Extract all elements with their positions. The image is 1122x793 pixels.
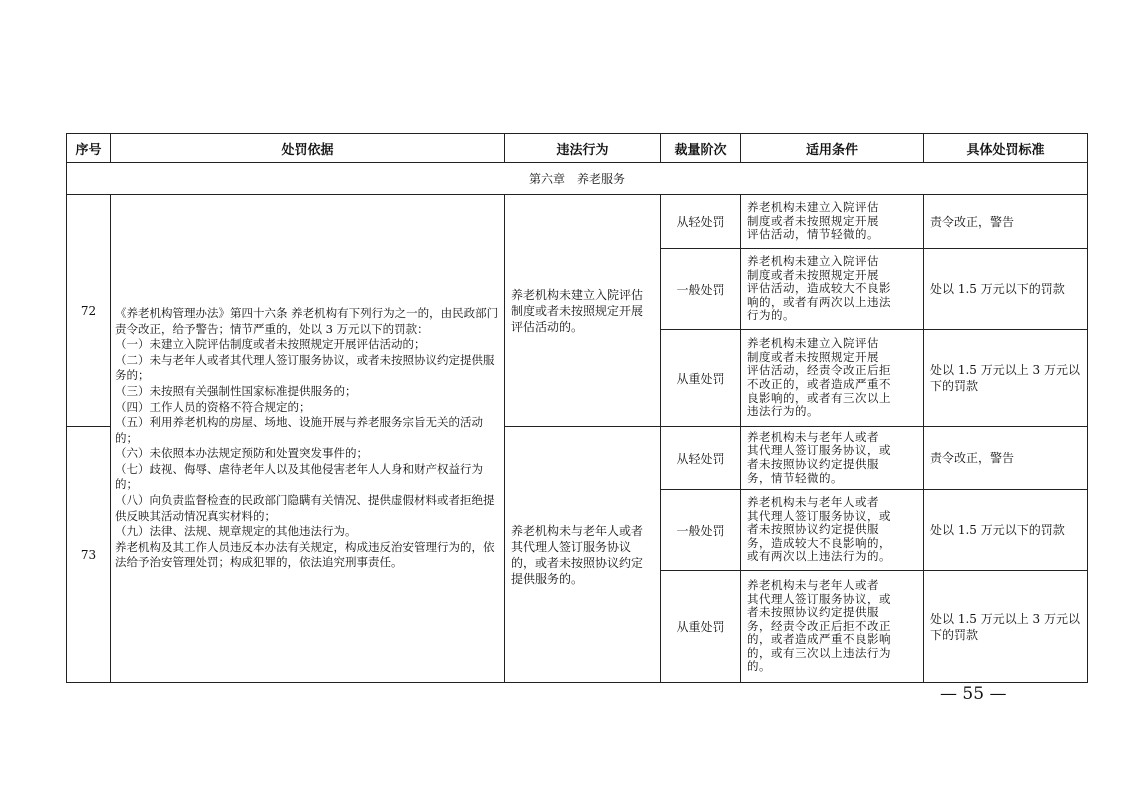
basis-line: （九）法律、法规、规章规定的其他违法行为。: [115, 524, 357, 539]
standard-cell: 处以 1.5 万元以下的罚款: [924, 490, 1088, 571]
table-header-row: [67, 134, 1088, 163]
seq-cell: 72: [67, 195, 111, 427]
basis-line: （六）未依照本办法规定预防和处置突发事件的；: [115, 446, 368, 461]
condition-cell: [741, 195, 924, 249]
chapter-title: [67, 163, 1088, 195]
page-number: — 55 —: [940, 684, 1007, 704]
standard-cell: 处以 1.5 万元以上 3 万元以下的罚款: [924, 330, 1088, 427]
condition-text: 养老机构未与老年人或者 其代理人签订服务协议，或 者未按照协议约定提供服 务，情节轻微的。: [747, 429, 891, 485]
condition-text: 养老机构未建立入院评估 制度或者未按照规定开展 评估活动，情节轻微的。: [747, 200, 879, 242]
level-cell: 从轻处罚: [661, 195, 741, 249]
condition-cell: [741, 490, 924, 571]
basis-line: （四）工作人员的资格不符合规定的；: [115, 399, 311, 414]
standard-cell: 处以 1.5 万元以上 3 万元以下的罚款: [924, 571, 1088, 683]
standard-cell: 处以 1.5 万元以下的罚款: [924, 249, 1088, 330]
condition-text: 养老机构未与老年人或者 其代理人签订服务协议，或 者未按照协议约定提供服 务，造成较大不良影响的， 或有两次以上违法行为的。: [747, 495, 891, 564]
header-level: 裁量阶次: [661, 134, 741, 163]
condition-cell: [741, 330, 924, 427]
level-cell: 一般处罚: [661, 490, 741, 571]
level-cell: 从轻处罚: [661, 427, 741, 490]
level-cell: 从重处罚: [661, 571, 741, 683]
seq-cell: 73: [67, 427, 111, 683]
condition-text: 养老机构未建立入院评估 制度或者未按照规定开展 评估活动，经责令改正后拒 不改正的，或者造成严重不 良影响的，或者有三次以上 违法行为的。: [747, 336, 891, 419]
condition-cell: [741, 427, 924, 490]
basis-line: （七）歧视、侮辱、虐待老年人以及其他侵害老年人人身和财产权益行为的；: [115, 461, 483, 492]
chapter-number: 第六章: [528, 172, 565, 186]
condition-cell: [741, 571, 924, 683]
chapter-row: [67, 163, 1088, 195]
chapter-name: 养老服务: [577, 172, 626, 186]
header-basis: 处罚依据: [111, 134, 505, 163]
header-seq: 序号: [67, 134, 111, 163]
header-behavior: 违法行为: [505, 134, 661, 163]
behavior-cell: 养老机构未与老年人或者其代理人签订服务协议的，或者未按照协议约定提供服务的。: [505, 427, 661, 683]
header-standard: 具体处罚标准: [924, 134, 1088, 163]
basis-line: 《养老机构管理办法》第四十六条 养老机构有下列行为之一的，由民政部门责令改正，给予警告；情节严重的，处以 3 万元以下的罚款：: [115, 305, 499, 336]
condition-text: 养老机构未建立入院评估 制度或者未按照规定开展 评估活动，造成较大不良影 响的，或者有两次以上违法 行为的。: [747, 254, 891, 323]
penalty-table: [66, 133, 1088, 683]
standard-cell: 责令改正，警告: [924, 195, 1088, 249]
table-row: [67, 195, 1088, 249]
basis-cell: [111, 195, 505, 683]
basis-line: （八）向负责监督检查的民政部门隐瞒有关情况、提供虚假材料或者拒绝提供反映其活动情况真实材料的；: [115, 493, 495, 523]
basis-line: 养老机构及其工作人员违反本办法有关规定，构成违反治安管理行为的，依法给予治安管理处罚；构成犯罪的，依法追究刑事责任。: [115, 539, 495, 570]
level-cell: 从重处罚: [661, 330, 741, 427]
penalty-table-container: [66, 133, 1087, 683]
header-condition: 适用条件: [741, 134, 924, 163]
condition-text: 养老机构未与老年人或者 其代理人签订服务协议，或 者未按照协议约定提供服 务，经责令改正后拒不改正 的，或者造成严重不良影响 的，或有三次以上违法行为 的。: [747, 577, 891, 674]
standard-cell: 责令改正，警告: [924, 427, 1088, 490]
level-cell: 一般处罚: [661, 249, 741, 330]
basis-line: （一）未建立入院评估制度或者未按照规定开展评估活动的；: [115, 337, 426, 352]
basis-line: （五）利用养老机构的房屋、场地、设施开展与养老服务宗旨无关的活动的；: [115, 415, 483, 445]
basis-line: （三）未按照有关强制性国家标准提供服务的；: [115, 383, 357, 398]
basis-line: （二）未与老年人或者其代理人签订服务协议，或者未按照协议约定提供服务的；: [115, 352, 495, 383]
condition-cell: [741, 249, 924, 330]
behavior-cell: 养老机构未建立入院评估制度或者未按照规定开展评估活动的。: [505, 195, 661, 427]
